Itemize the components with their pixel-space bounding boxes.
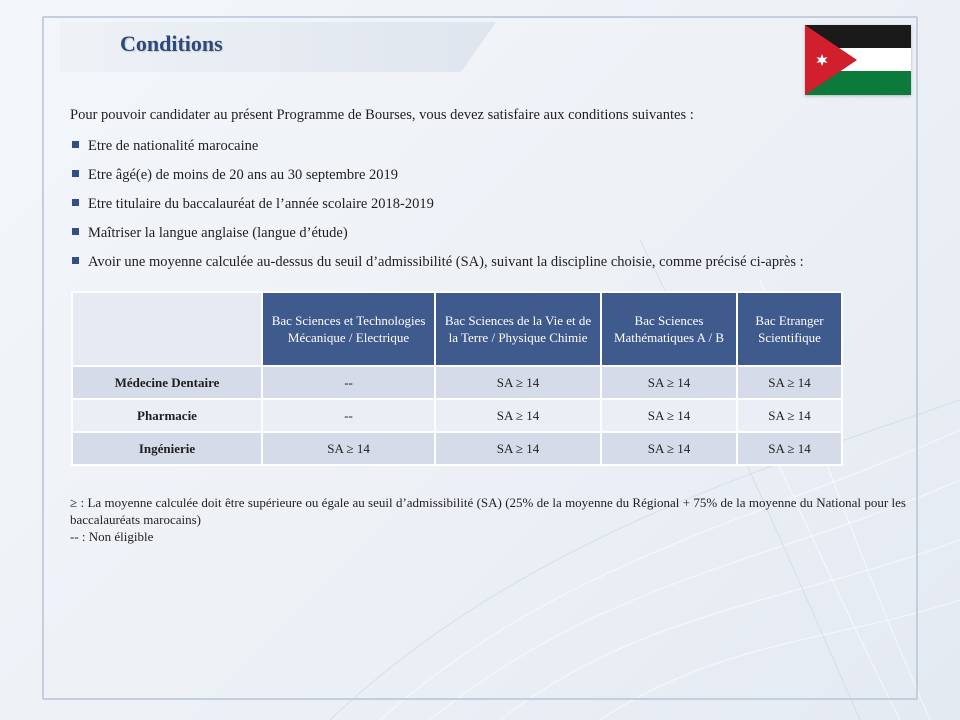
condition-text: Etre titulaire du baccalauréat de l’année scolaire 2018-2019 [88,196,434,212]
condition-text: Etre de nationalité marocaine [88,138,259,154]
intro-text: Pour pouvoir candidater au présent Programme de Bourses, vous devez satisfaire aux conditions suivantes : [70,107,694,123]
table-row [72,399,842,432]
column-header: Bac Sciences de la Vie et de la Terre / Physique Chimie [435,292,601,366]
table-cell: -- [262,366,435,399]
table-cell: SA ≥ 14 [601,399,737,432]
table-cell: SA ≥ 14 [435,366,601,399]
table-header-row [72,292,842,366]
bullet-square-icon [72,170,79,177]
dash-footnote: -- : Non éligible [70,529,154,544]
table-cell: SA ≥ 14 [737,432,842,465]
bullet-square-icon [72,199,79,206]
page-title: Conditions [120,31,223,56]
row-header: Pharmacie [72,399,262,432]
condition-item [70,252,804,281]
row-header: Ingénierie [72,432,262,465]
condition-text: Avoir une moyenne calculée au-dessus du seuil d’admissibilité (SA), suivant la discipline choisie, comme précisé ci-après : [88,254,804,270]
table-cell: SA ≥ 14 [737,366,842,399]
table-cell: SA ≥ 14 [737,399,842,432]
column-header: Bac Sciences et Technologies Mécanique / Electrique [262,292,435,366]
condition-text: Maîtriser la langue anglaise (langue d’étude) [88,225,348,241]
table-corner-cell [72,292,262,366]
footnotes [70,494,906,545]
table-row [72,432,842,465]
table-row [72,366,842,399]
column-header: Bac Sciences Mathématiques A / B [601,292,737,366]
condition-item [70,223,804,252]
table-cell: SA ≥ 14 [601,432,737,465]
geq-footnote: ≥ : La moyenne calculée doit être supérieure ou égale au seuil d’admissibilité (SA) (25% de la moyenne du Régional + 75% de la moyenne du National pour les baccalauréats marocains) [70,495,906,527]
condition-text: Etre âgé(e) de moins de 20 ans au 30 septembre 2019 [88,167,399,183]
eligibility-table [71,291,843,466]
table-cell: -- [262,399,435,432]
bullet-square-icon [72,141,79,148]
table-cell: SA ≥ 14 [601,366,737,399]
jordan-flag-icon [805,25,911,95]
condition-item [70,165,804,194]
bullet-square-icon [72,257,79,264]
row-header: Médecine Dentaire [72,366,262,399]
bullet-square-icon [72,228,79,235]
condition-item [70,194,804,223]
table-cell: SA ≥ 14 [435,399,601,432]
column-header: Bac Etranger Scientifique [737,292,842,366]
table-cell: SA ≥ 14 [262,432,435,465]
table-cell: SA ≥ 14 [435,432,601,465]
conditions-list [70,136,804,281]
condition-item [70,136,804,165]
